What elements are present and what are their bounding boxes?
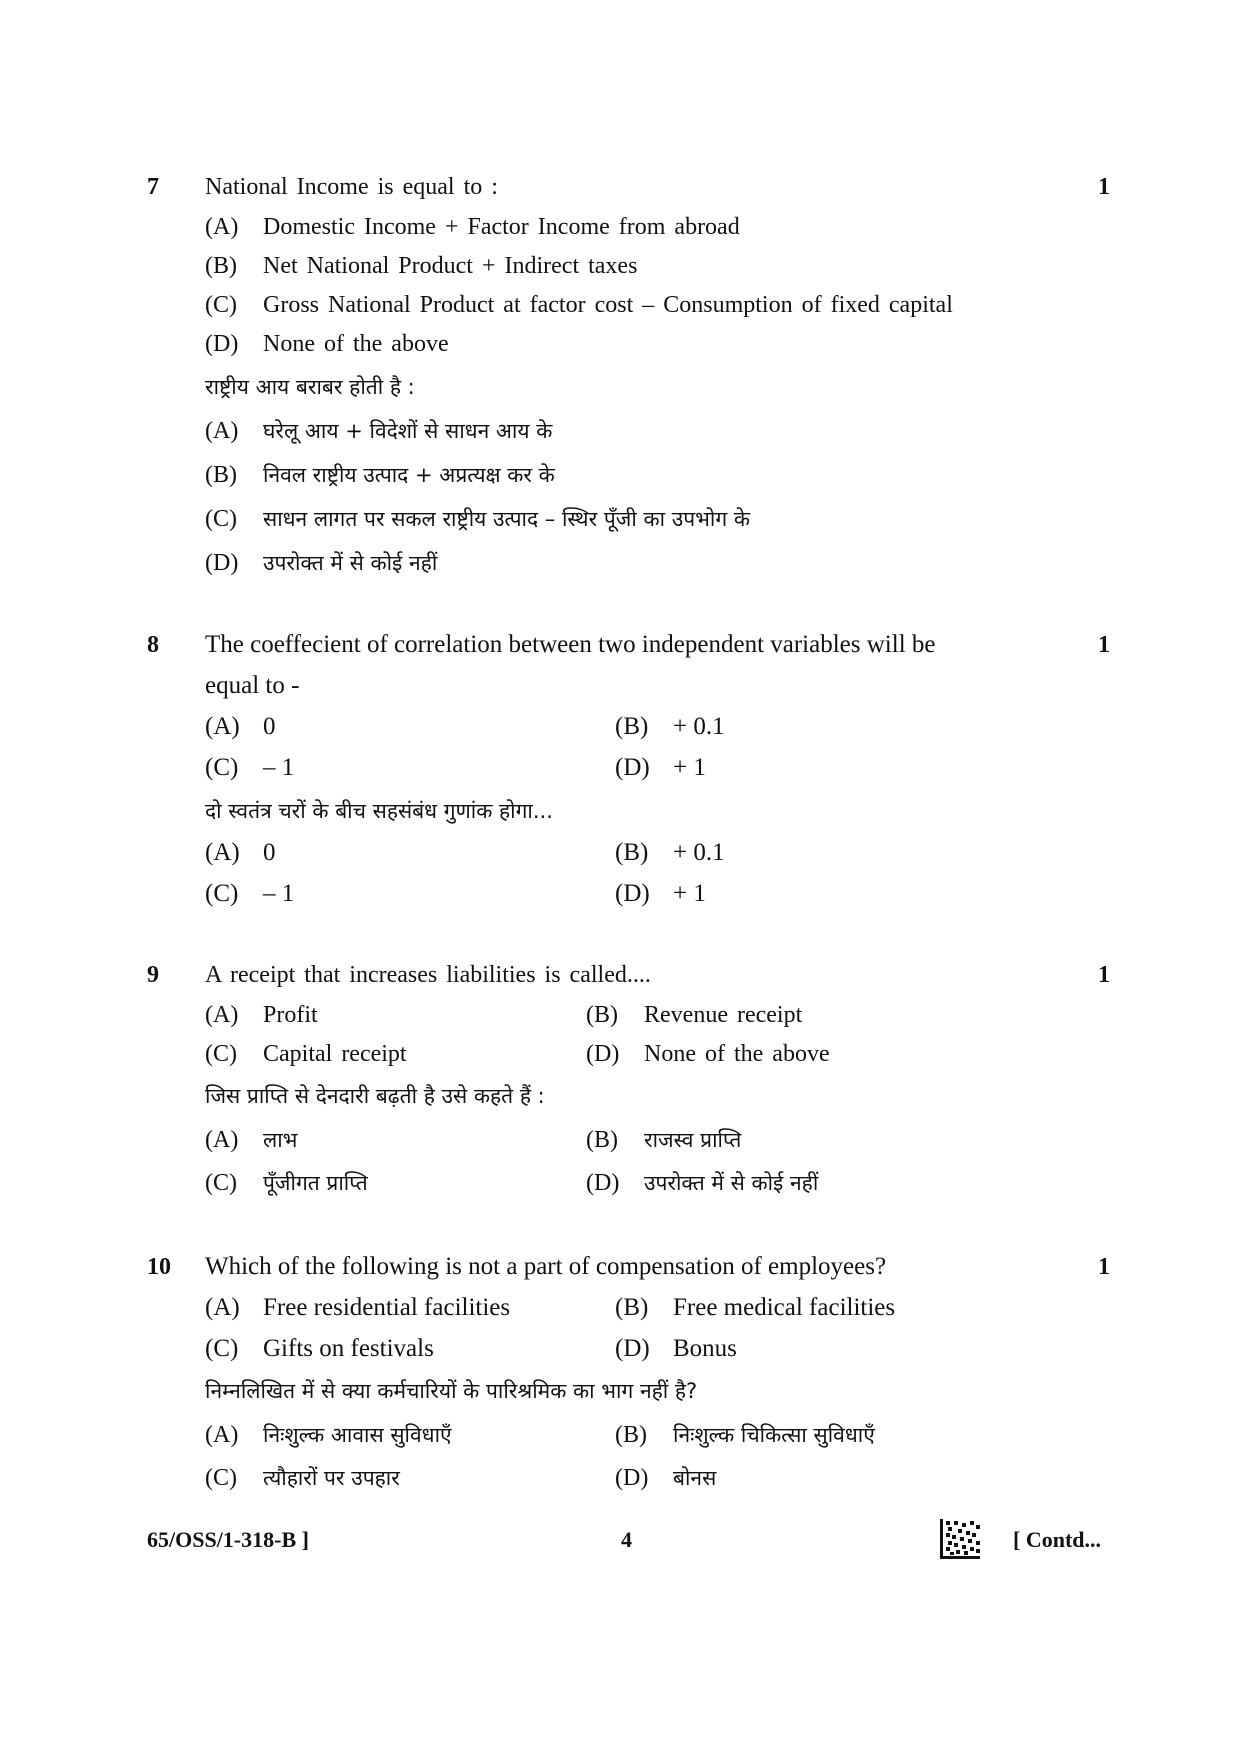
option-label: (D) [586, 1041, 620, 1067]
question-text: Which of the following is not a part of compensation of employees? [205, 1253, 887, 1280]
option-label: (B) [615, 1294, 649, 1321]
option-label: (A) [205, 1294, 240, 1321]
question-marks: 1 [1098, 174, 1110, 200]
question-text: A receipt that increases liabilities is called.... [205, 962, 651, 988]
option-hindi [205, 460, 555, 490]
qr-code-icon [940, 1519, 980, 1559]
option-text: Net National Product + Indirect taxes [263, 253, 638, 279]
option-hindi [205, 879, 294, 909]
option [586, 1000, 802, 1030]
option [205, 290, 953, 320]
option-label: (D) [205, 331, 239, 357]
option [615, 712, 725, 742]
option-text: – 1 [263, 880, 295, 907]
continued-label: [ Contd... [1013, 1527, 1102, 1552]
option-label: (A) [205, 839, 240, 866]
option-hindi [205, 1463, 400, 1493]
question-text-hindi: दो स्वतंत्र चरों के बीच सहसंबंध गुणांक होगा... [205, 799, 553, 823]
option-label: (C) [205, 1170, 237, 1196]
option-text: + 0.1 [673, 713, 725, 740]
option-text: None of the above [263, 331, 449, 357]
page-number: 4 [621, 1527, 632, 1552]
option-text: + 1 [673, 754, 706, 781]
option-text: – 1 [263, 754, 295, 781]
option-hindi [586, 1125, 741, 1155]
option-label: (B) [205, 253, 237, 279]
option-label: (A) [205, 713, 240, 740]
option-label: (D) [205, 550, 239, 576]
question-text: The coeffecient of correlation between two independent variables will be [205, 631, 936, 658]
option-label: (D) [615, 754, 650, 781]
option-hindi [615, 879, 706, 909]
option-hindi [205, 838, 276, 868]
option [615, 1334, 737, 1364]
option [205, 212, 740, 242]
option [205, 712, 276, 742]
option-text: उपरोक्त में से कोई नहीं [644, 1171, 819, 1195]
option-hindi [205, 504, 750, 534]
option-text: + 1 [673, 880, 706, 907]
question-number: 7 [147, 174, 159, 200]
option-hindi [205, 1420, 452, 1450]
option-text: Gross National Product at factor cost – Consumption of fixed capital [263, 292, 953, 318]
option-label: (D) [615, 880, 650, 907]
option-label: (A) [205, 418, 239, 444]
option-label: (A) [205, 1127, 239, 1153]
paper-code: 65/OSS/1-318-B ] [147, 1527, 309, 1552]
option-hindi [615, 838, 725, 868]
option-label: (C) [205, 1041, 237, 1067]
option-text: पूँजीगत प्राप्ति [263, 1171, 368, 1195]
option [205, 1000, 318, 1030]
question-text: National Income is equal to : [205, 174, 498, 200]
option-label: (A) [205, 1002, 239, 1028]
question-text: equal to - [205, 672, 300, 699]
question-text-hindi: जिस प्राप्ति से देनदारी बढ़ती है उसे कहते हैं : [205, 1084, 545, 1108]
option-text: उपरोक्त में से कोई नहीं [263, 551, 438, 575]
question-marks: 1 [1098, 1254, 1110, 1280]
question-marks: 1 [1098, 962, 1110, 988]
option-label: (B) [586, 1127, 618, 1153]
option-label: (B) [615, 1422, 647, 1448]
option-label: (C) [205, 506, 237, 532]
option-text: 0 [263, 713, 276, 740]
option-label: (B) [615, 839, 649, 866]
option-text: निवल राष्ट्रीय उत्पाद + अप्रत्यक्ष कर के [263, 463, 555, 487]
option [205, 329, 449, 359]
option [586, 1039, 830, 1069]
option-label: (C) [205, 1335, 239, 1362]
option-text: Domestic Income + Factor Income from abroad [263, 214, 740, 240]
option-text: Revenue receipt [644, 1002, 803, 1028]
option-text: बोनस [673, 1466, 717, 1490]
question-number: 9 [147, 962, 159, 988]
option [615, 753, 706, 783]
option-hindi [205, 1168, 368, 1198]
option-label: (B) [205, 462, 237, 488]
option-label: (A) [205, 214, 239, 240]
option-label: (D) [586, 1170, 620, 1196]
option-label: (C) [205, 1465, 237, 1491]
option-label: (A) [205, 1422, 239, 1448]
option-text: Profit [263, 1002, 318, 1028]
option-text: त्यौहारों पर उपहार [263, 1466, 400, 1490]
option-label: (D) [615, 1465, 649, 1491]
option-text: Gifts on festivals [263, 1335, 434, 1362]
option-text: निःशुल्क चिकित्सा सुविधाएँ [673, 1423, 875, 1447]
option-text: 0 [263, 839, 276, 866]
option-label: (D) [615, 1335, 650, 1362]
option-text: Capital receipt [263, 1041, 407, 1067]
option-label: (C) [205, 880, 239, 907]
option-hindi [205, 1125, 297, 1155]
option [205, 251, 637, 281]
question-marks: 1 [1098, 632, 1110, 658]
option-label: (C) [205, 292, 237, 318]
option [205, 1293, 510, 1323]
option-text: None of the above [644, 1041, 830, 1067]
option-hindi [615, 1463, 716, 1493]
option-text: घरेलू आय + विदेशों से साधन आय के [263, 419, 553, 443]
option-label: (B) [586, 1002, 618, 1028]
option [615, 1293, 895, 1323]
option [205, 1039, 407, 1069]
option-text: साधन लागत पर सकल राष्ट्रीय उत्पाद – स्थिर पूँजी का उपभोग के [263, 507, 750, 531]
question-number: 10 [147, 1254, 171, 1280]
option-text: Bonus [673, 1335, 737, 1362]
option-label: (B) [615, 713, 649, 740]
option-text: राजस्व प्राप्ति [644, 1128, 742, 1152]
option-text: Free residential facilities [263, 1294, 511, 1321]
question-text-hindi: राष्ट्रीय आय बराबर होती है : [205, 375, 415, 399]
question-text-hindi: निम्नलिखित में से क्या कर्मचारियों के पारिश्रमिक का भाग नहीं है? [205, 1379, 698, 1403]
option-text: निःशुल्क आवास सुविधाएँ [263, 1423, 452, 1447]
option-hindi [615, 1420, 875, 1450]
option-text: Free medical facilities [673, 1294, 896, 1321]
option-hindi [586, 1168, 818, 1198]
question-number: 8 [147, 632, 159, 658]
option [205, 1334, 434, 1364]
option [205, 753, 294, 783]
option-text: + 0.1 [673, 839, 725, 866]
option-text: लाभ [263, 1128, 298, 1152]
option-hindi [205, 416, 552, 446]
option-hindi [205, 548, 437, 578]
option-label: (C) [205, 754, 239, 781]
